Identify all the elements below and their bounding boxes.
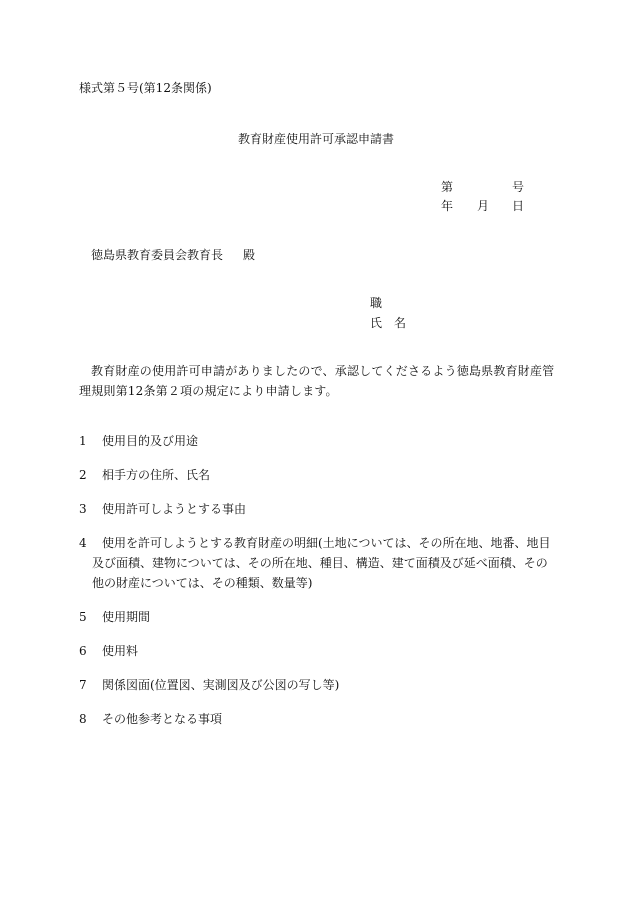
item-number: 2 bbox=[79, 468, 87, 482]
item-number: 7 bbox=[79, 678, 87, 692]
list-item bbox=[79, 675, 557, 695]
item-text: 使用許可しようとする事由 bbox=[102, 502, 247, 516]
item-number: 8 bbox=[79, 712, 87, 726]
date-day-label: 日 bbox=[512, 199, 525, 213]
list-item bbox=[79, 533, 557, 593]
item-text: 相手方の住所、氏名 bbox=[102, 468, 211, 482]
item-text-line-3: 他の財産については、その種類、数量等) bbox=[92, 576, 313, 590]
applicant-name-label bbox=[370, 315, 406, 331]
item-text: 関係図面(位置図、実測図及び公図の写し等) bbox=[102, 678, 340, 692]
list-item bbox=[79, 709, 557, 729]
item-list bbox=[79, 431, 557, 729]
list-item bbox=[79, 641, 557, 661]
item-text: 使用目的及び用途 bbox=[102, 434, 199, 448]
item-number: 3 bbox=[79, 502, 87, 516]
item-number: 1 bbox=[79, 434, 87, 448]
date-year-label: 年 bbox=[441, 199, 454, 213]
date-month-label: 月 bbox=[477, 199, 490, 213]
name-label-char-2: 名 bbox=[394, 316, 407, 330]
item-number: 5 bbox=[79, 610, 87, 624]
item-number: 4 bbox=[79, 536, 87, 550]
item-text: 使用料 bbox=[102, 644, 139, 658]
document-title: 教育財産使用許可承認申請書 bbox=[238, 132, 395, 146]
number-suffix: 号 bbox=[512, 180, 525, 194]
applicant-position-label: 職 bbox=[370, 296, 383, 310]
number-prefix: 第 bbox=[441, 180, 454, 194]
addressee-honorific: 殿 bbox=[243, 248, 256, 262]
addressee: 徳島県教育委員会教育長 bbox=[91, 248, 224, 262]
item-text bbox=[92, 533, 557, 593]
list-item bbox=[79, 607, 557, 627]
item-text: 使用期間 bbox=[102, 610, 151, 624]
item-text-line-2: 及び面積、建物については、その所在地、種目、構造、建て面積及び延べ面積、その bbox=[92, 556, 548, 570]
item-text-line-1: 使用を許可しようとする教育財産の明細(土地については、その所在地、地番、地目 bbox=[102, 536, 551, 550]
item-number: 6 bbox=[79, 644, 87, 658]
list-item bbox=[79, 465, 557, 485]
name-label-char-1: 氏 bbox=[370, 316, 383, 330]
list-item bbox=[79, 499, 557, 519]
item-text: その他参考となる事項 bbox=[102, 712, 223, 726]
form-reference: 様式第５号(第12条関係) bbox=[79, 81, 212, 95]
request-body-text: 教育財産の使用許可申請がありましたので、承認してくださるよう徳島県教育財産管理規則第12条第２項の規定により申請します。 bbox=[79, 364, 555, 398]
list-item bbox=[79, 431, 557, 451]
